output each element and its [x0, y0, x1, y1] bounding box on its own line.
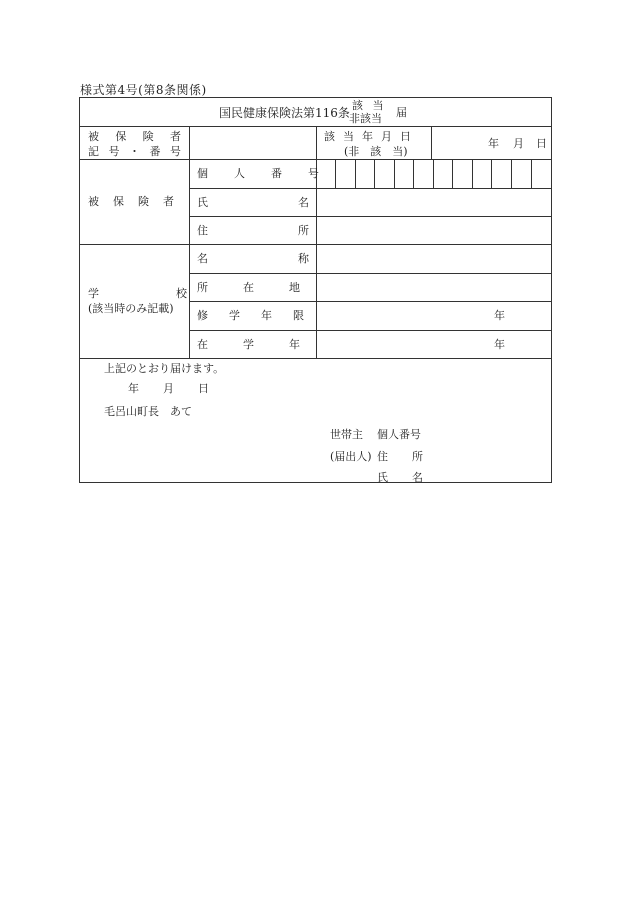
digit-box-divider — [472, 159, 473, 188]
form-title: 国民健康保険法第116条 — [219, 106, 350, 120]
name-label: 氏 名 — [197, 196, 309, 209]
row-divider — [189, 301, 551, 302]
digit-box-divider — [452, 159, 453, 188]
row-divider — [189, 188, 551, 189]
school-location-label: 所在地 — [197, 281, 335, 294]
addressee: 毛呂山町長 あて — [104, 405, 192, 418]
row-divider — [189, 273, 551, 274]
title-suffix: 届 — [396, 106, 407, 119]
column-divider — [431, 126, 432, 159]
submission-year: 年 — [128, 382, 139, 395]
digit-box-divider — [355, 159, 356, 188]
notifier-address-label-2: 所 — [412, 450, 423, 463]
householder-individual-number-label: 個人番号 — [377, 428, 421, 441]
digit-box-divider — [511, 159, 512, 188]
date-day: 日 — [536, 137, 547, 150]
householder-label: 世帯主 — [330, 428, 363, 441]
study-years-label: 修学年限 — [197, 309, 325, 322]
address-label: 住 所 — [197, 224, 309, 237]
individual-number-label: 個人番号 — [197, 167, 345, 180]
study-years-unit: 年 — [494, 309, 505, 322]
digit-box-divider — [374, 159, 375, 188]
title-option-not-applicable: 非該当 — [349, 112, 382, 125]
notifier-name-label-2: 名 — [412, 471, 423, 484]
notifier-label: (届出人) — [330, 450, 372, 463]
enrolled-years-label: 在学年 — [197, 338, 335, 351]
school-section-label: 学 校 — [88, 287, 187, 300]
notifier-address-label: 住 — [377, 450, 388, 463]
row-divider — [189, 330, 551, 331]
school-name-label: 名 称 — [197, 252, 309, 265]
row-divider — [189, 216, 551, 217]
enrolled-years-unit: 年 — [494, 338, 505, 351]
declaration-text: 上記のとおり届けます。 — [104, 362, 225, 375]
date-month: 月 — [513, 137, 524, 150]
digit-box-divider — [531, 159, 532, 188]
submission-day: 日 — [198, 382, 209, 395]
school-section-note: (該当時のみ記載) — [88, 302, 174, 315]
digit-box-divider — [394, 159, 395, 188]
form-number-label: 様式第4号(第8条関係) — [80, 83, 207, 97]
date-year: 年 — [488, 137, 499, 150]
column-divider — [316, 159, 317, 358]
column-divider — [316, 126, 317, 159]
row-divider — [80, 358, 551, 359]
date-label-line1: 該当年月日 — [324, 130, 419, 143]
insured-number-label-line2: 記 号 ・ 番 号 — [88, 145, 181, 158]
insured-number-label-line1: 被 保 険 者 — [88, 130, 181, 143]
notifier-name-label: 氏 — [377, 471, 388, 484]
digit-box-divider — [491, 159, 492, 188]
submission-month: 月 — [163, 382, 174, 395]
digit-box-divider — [413, 159, 414, 188]
date-label-line2: (非 該 当) — [344, 145, 408, 158]
insured-section-label: 被保険者 — [88, 195, 188, 208]
column-divider — [189, 126, 190, 358]
digit-box-divider — [433, 159, 434, 188]
notification-form — [79, 97, 552, 483]
title-option-applicable: 該 当 — [352, 99, 387, 112]
